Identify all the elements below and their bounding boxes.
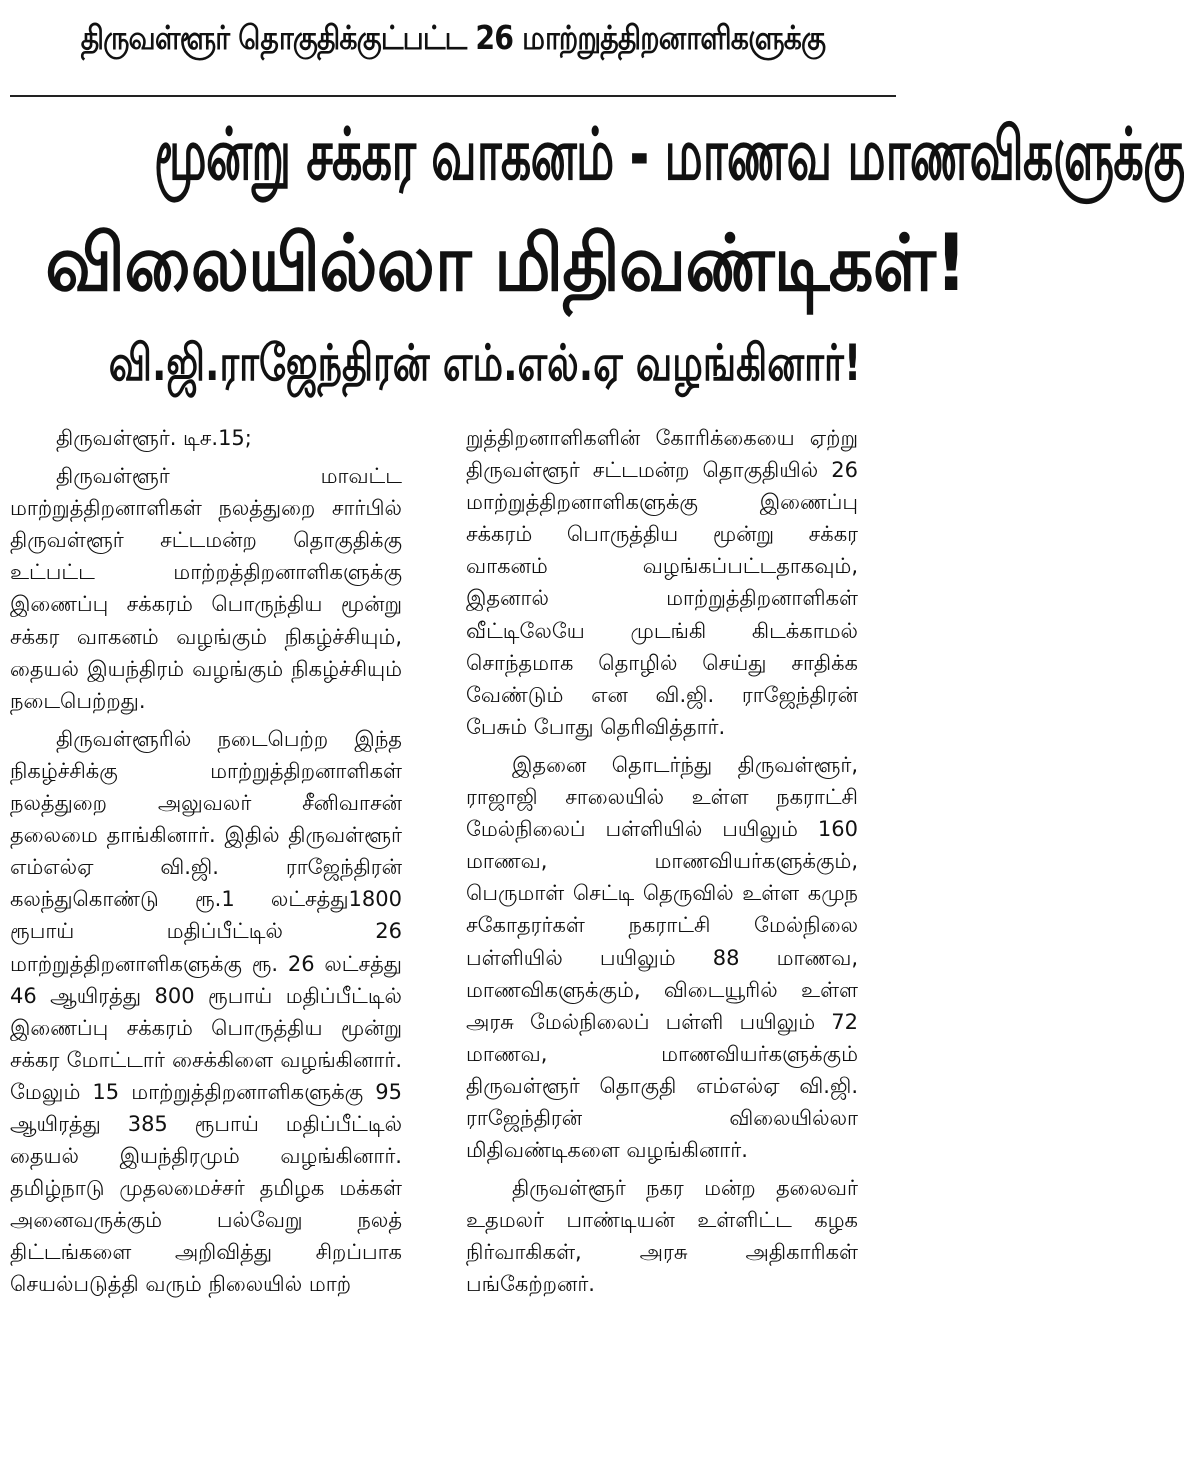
headline-divider (10, 95, 896, 97)
headline-kicker: திருவள்ளூர் தொகுதிக்குட்பட்ட 26 மாற்றுத்திறனாளிகளுக்கு (80, 18, 826, 57)
article-paragraph: இதனை தொடர்ந்து திருவள்ளூர், ராஜாஜி சாலையில் உள்ள நகராட்சி மேல்நிலைப் பள்ளியில் பயிலும் 160 மாணவ, மாணவியர்களுக்கும், பெருமாள் செட்டி தெருவில் உள்ள கமுந சகோதரர்கள் நகராட்சி மேல்நிலை பள்ளியில் பயிலும் 88 மாணவ, மாணவிகளுக்கும், விடையூரில் உள்ள அரசு மேல்நிலைப் பள்ளி பயிலும் 72 மாணவ, மாணவியர்களுக்கும் திருவள்ளூர் தொகுதி எம்எல்ஏ வி.ஜி. ராஜேந்திரன் விலையில்லா மிதிவண்டிகளை வழங்கினார். (466, 752, 858, 1163)
headline-line-2: விலையில்லா மிதிவண்டிகள்! (45, 219, 967, 309)
headline-line-3: வி.ஜி.ராஜேந்திரன் எம்.எல்.ஏ வழங்கினார்! (108, 334, 862, 392)
dateline: திருவள்ளூர். டிச.15; (56, 426, 252, 450)
headline-line-1: மூன்று சக்கர வாகனம் - மாணவ மாணவிகளுக்கு (154, 112, 1184, 196)
article-paragraph: றுத்திறனாளிகளின் கோரிக்கையை ஏற்று திருவள்ளூர் சட்டமன்ற தொகுதியில் 26 மாற்றுத்திறனாளிகளுக்கு இணைப்பு சக்கரம் பொருத்திய மூன்று சக்கர வாகனம் வழங்கப்பட்டதாகவும், இதனால் மாற்றுத்திறனாளிகள் வீட்டிலேயே முடங்கி கிடக்காமல் சொந்தமாக தொழில் செய்து சாதிக்க வேண்டும் என வி.ஜி. ராஜேந்திரன் பேசும் போது தெரிவித்தார். (466, 426, 858, 739)
article-paragraph: திருவள்ளூர் மாவட்ட மாற்றுத்திறனாளிகள் நலத்துறை சார்பில் திருவள்ளூர் சட்டமன்ற தொகுதிக்கு உட்பட்ட மாற்றத்திறனாளிகளுக்கு இணைப்பு சக்கரம் பொருந்திய மூன்று சக்கர வாகனம் வழங்கும் நிகழ்ச்சியும், தையல் இயந்திரம் வழங்கும் நிகழ்ச்சியும் நடைபெற்றது. (10, 464, 402, 713)
article-column-left (10, 422, 402, 1470)
article-paragraph: திருவள்ளூர் நகர மன்ற தலைவர் உதமலர் பாண்டியன் உள்ளிட்ட கழக நிர்வாகிகள், அரசு அதிகாரிகள் பங்கேற்றனர். (466, 1176, 858, 1297)
article-paragraph: திருவள்ளூரில் நடைபெற்ற இந்த நிகழ்ச்சிக்கு மாற்றுத்திறனாளிகள் நலத்துறை அலுவலர் சீனிவாசன் தலைமை தாங்கினார். இதில் திருவள்ளூர் எம்எல்ஏ வி.ஜி. ராஜேந்திரன் கலந்துகொண்டு ரூ.1 லட்சத்து1800 ரூபாய் மதிப்பீட்டில் 26 மாற்றுத்திறனாளிகளுக்கு ரூ. 26 லட்சத்து 46 ஆயிரத்து 800 ரூபாய் மதிப்பீட்டில் இணைப்பு சக்கரம் பொருத்திய மூன்று சக்கர மோட்டார் சைக்கிளை வழங்கினார். மேலும் 15 மாற்றுத்திறனாளிகளுக்கு 95 ஆயிரத்து 385 ரூபாய் மதிப்பீட்டில் தையல் இயந்திரமும் வழங்கினார். தமிழ்நாடு முதலமைச்சர் தமிழக மக்கள் அனைவருக்கும் பல்வேறு நலத் திட்டங்களை அறிவித்து சிறப்பாக செயல்படுத்தி வரும் நிலையில் மாற் (10, 726, 402, 1297)
article-column-right (466, 422, 858, 1470)
headline-block (0, 0, 1184, 410)
